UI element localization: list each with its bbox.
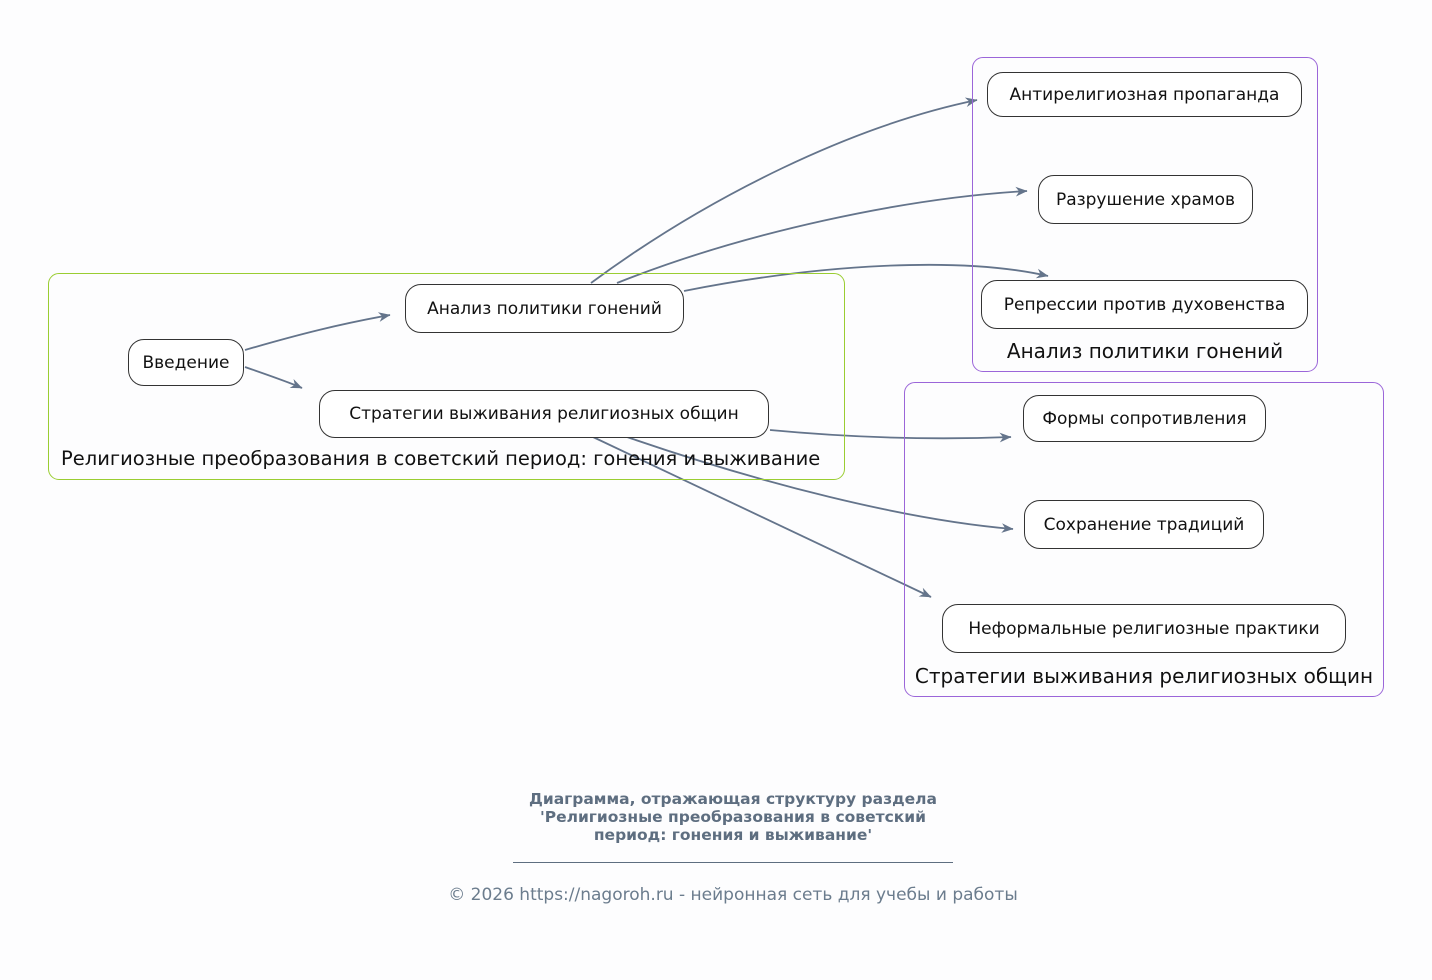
node-strategies: Стратегии выживания религиозных общин bbox=[319, 390, 769, 438]
footer-caption bbox=[0, 790, 1432, 844]
node-resistance: Формы сопротивления bbox=[1023, 395, 1266, 442]
footer-copyright: © 2026 https://nagoroh.ru - нейронная сеть для учебы и работы bbox=[448, 885, 1018, 905]
footer bbox=[0, 790, 1432, 905]
footer-caption-line-2: 'Религиозные преобразования в советский bbox=[539, 808, 927, 826]
node-analysis: Анализ политики гонений bbox=[405, 284, 684, 333]
node-traditions: Сохранение традиций bbox=[1024, 500, 1264, 549]
group-strategies bbox=[904, 382, 1384, 697]
group-analysis bbox=[972, 57, 1318, 372]
edge-analysis-to-temples bbox=[617, 191, 1027, 283]
group-root-title: Религиозные преобразования в советский период: гонения и выживание bbox=[61, 447, 821, 470]
footer-caption-line-3: период: гонения и выживание' bbox=[593, 826, 873, 844]
node-propaganda: Антирелигиозная пропаганда bbox=[987, 72, 1302, 117]
footer-caption-line-1: Диаграмма, отражающая структуру раздела bbox=[529, 790, 937, 808]
group-root-section bbox=[48, 273, 845, 480]
node-intro: Введение bbox=[128, 339, 244, 386]
group-strategies-title: Стратегии выживания религиозных общин bbox=[914, 664, 1374, 688]
edge-analysis-to-propaganda bbox=[591, 100, 977, 283]
node-informal: Неформальные религиозные практики bbox=[942, 604, 1346, 653]
group-analysis-title: Анализ политики гонений bbox=[1006, 339, 1284, 363]
footer-divider bbox=[513, 862, 953, 863]
node-temples: Разрушение храмов bbox=[1038, 175, 1253, 224]
node-clergy: Репрессии против духовенства bbox=[981, 280, 1308, 329]
